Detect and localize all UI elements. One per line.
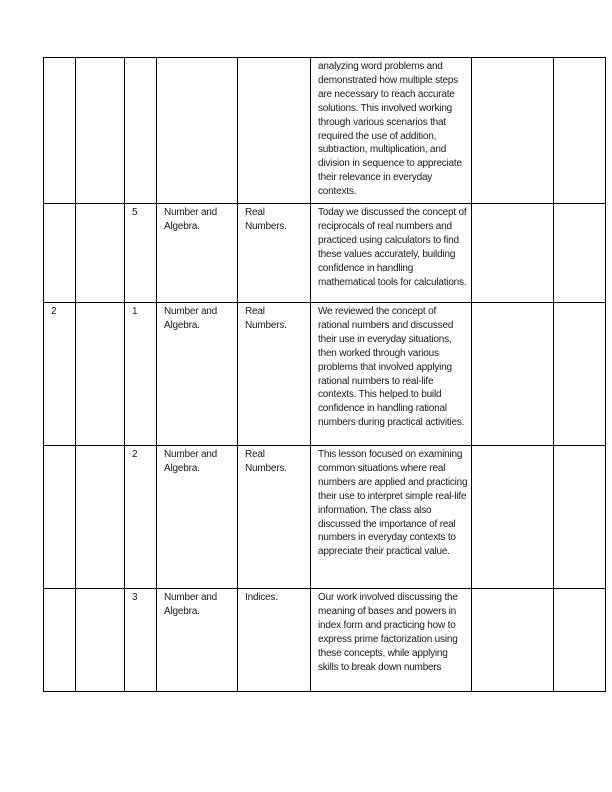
table-cell xyxy=(125,589,157,692)
cell-text: analyzing word problems and demonstrated how multiple steps are necessary to reach accurate solutions. This involved working through various scenarios that required the use of addition, subtraction, multiplication, and division in sequence to appreciate their relevance in everyday contexts. xyxy=(318,61,462,198)
table-cell xyxy=(238,204,311,303)
table-cell xyxy=(76,446,125,589)
table-row xyxy=(44,303,606,446)
cell-text: 2 xyxy=(51,306,57,317)
cell-text: 1 xyxy=(132,306,138,317)
table-cell xyxy=(472,204,554,303)
table-cell xyxy=(125,204,157,303)
table-cell xyxy=(311,303,472,446)
table-cell xyxy=(76,303,125,446)
cell-text: Indices. xyxy=(245,592,278,603)
table-cell xyxy=(125,58,157,204)
table-cell xyxy=(554,589,606,692)
table-cell xyxy=(125,303,157,446)
table-cell xyxy=(472,303,554,446)
table-row xyxy=(44,446,606,589)
cell-text: Number and Algebra. xyxy=(164,592,218,617)
cell-text: 5 xyxy=(132,207,138,218)
table-cell xyxy=(76,58,125,204)
table-cell xyxy=(311,446,472,589)
lesson-log-table xyxy=(43,57,606,692)
table-cell xyxy=(44,204,76,303)
table-cell xyxy=(238,58,311,204)
cell-text: Number and Algebra. xyxy=(164,306,218,331)
table-cell xyxy=(157,589,238,692)
table-cell xyxy=(44,58,76,204)
table-cell xyxy=(554,446,606,589)
table-row xyxy=(44,58,606,204)
cell-text: We reviewed the concept of rational numbers and discussed their use in everyday situations, then worked through various problems that involved applying rational numbers to real-life contexts. This helped to build confidence in handling rational numbers during practical activities. xyxy=(318,306,465,429)
table-cell xyxy=(76,204,125,303)
table-row xyxy=(44,204,606,303)
cell-text: Real Numbers. xyxy=(245,207,287,232)
table-cell xyxy=(554,303,606,446)
table-cell xyxy=(44,303,76,446)
table-cell xyxy=(472,446,554,589)
cell-text: Our work involved discussing the meaning of bases and powers in index form and practicing how to express prime factorization using these concepts, while applying skills to break down numbers xyxy=(318,592,458,673)
table-cell xyxy=(238,446,311,589)
cell-text: This lesson focused on examining common situations where real numbers are applied and practicing their use to interpret simple real-life information. The class also discussed the importance of real numbers in everyday contexts to appreciate their practical value. xyxy=(318,449,468,558)
cell-text: 2 xyxy=(132,449,138,460)
cell-text: Real Numbers. xyxy=(245,449,287,474)
table-cell xyxy=(238,303,311,446)
table-cell xyxy=(554,58,606,204)
table-row xyxy=(44,589,606,692)
table-cell xyxy=(238,589,311,692)
table-cell xyxy=(311,58,472,204)
table-cell xyxy=(157,58,238,204)
table-cell xyxy=(125,446,157,589)
cell-text: Number and Algebra. xyxy=(164,207,218,232)
table-cell xyxy=(472,58,554,204)
cell-text: 3 xyxy=(132,592,138,603)
cell-text: Today we discussed the concept of reciprocals of real numbers and practiced using calculators to find these values accurately, building confidence in handling mathematical tools for calculations. xyxy=(318,207,467,288)
table-cell xyxy=(157,446,238,589)
table-cell xyxy=(472,589,554,692)
table-cell xyxy=(157,303,238,446)
table-cell xyxy=(311,204,472,303)
table-cell xyxy=(311,589,472,692)
table-cell xyxy=(44,446,76,589)
cell-text: Real Numbers. xyxy=(245,306,287,331)
table-cell xyxy=(554,204,606,303)
cell-text: Number and Algebra. xyxy=(164,449,218,474)
table-cell xyxy=(76,589,125,692)
table-cell xyxy=(44,589,76,692)
table-cell xyxy=(157,204,238,303)
